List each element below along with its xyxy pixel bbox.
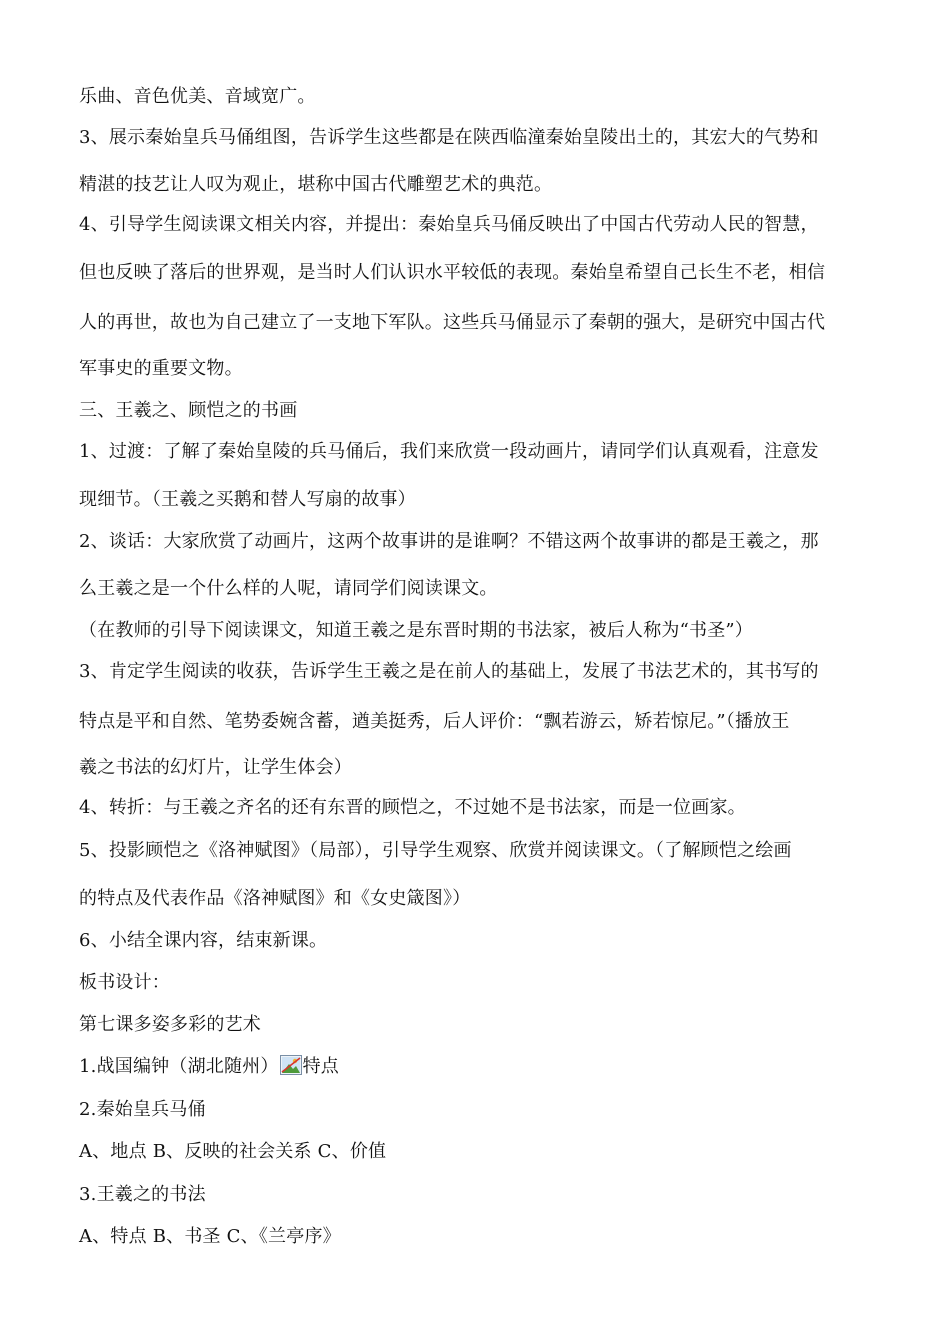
board-item-2-sub: A、地点 B、反映的社会关系 C、价值	[79, 1141, 387, 1162]
text-line: 3、肯定学生阅读的收获，告诉学生王羲之是在前人的基础上，发展了书法艺术的，其书写的	[79, 661, 819, 682]
board-item-1-label: 1.战国编钟（湖北随州）	[79, 1056, 279, 1077]
board-item-2: 2.秦始皇兵马俑	[79, 1099, 206, 1120]
text-line: 特点是平和自然、笔势委婉含蓄，遒美挺秀，后人评价：“飘若游云，矫若惊尼。”（播放王	[79, 711, 790, 732]
text-line: 么王羲之是一个什么样的人呢，请同学们阅读课文。	[79, 578, 498, 599]
text-line: 羲之书法的幻灯片，让学生体会）	[79, 757, 352, 778]
board-item-1	[79, 1055, 339, 1078]
board-item-3: 3.王羲之的书法	[79, 1184, 206, 1205]
text-line: 5、投影顾恺之《洛神赋图》（局部），引导学生观察、欣赏并阅读课文。（了解顾恺之绘画	[79, 840, 792, 861]
text-line: 3、展示秦始皇兵马俑组图，告诉学生这些都是在陕西临潼秦始皇陵出土的，其宏大的气势和	[79, 127, 819, 148]
broken-image-icon	[280, 1055, 302, 1075]
lesson-title: 第七课多姿多彩的艺术	[79, 1014, 261, 1035]
text-line: 6、小结全课内容，结束新课。	[79, 930, 328, 951]
text-line: 人的再世，故也为自己建立了一支地下军队。这些兵马俑显示了秦朝的强大，是研究中国古代	[79, 312, 826, 333]
text-line: 4、引导学生阅读课文相关内容，并提出：秦始皇兵马俑反映出了中国古代劳动人民的智慧，	[79, 214, 819, 235]
text-line: 2、谈话：大家欣赏了动画片，这两个故事讲的是谁啊？不错这两个故事讲的都是王羲之，那	[79, 531, 819, 552]
text-line: 乐曲、音色优美、音域宽广。	[79, 86, 316, 107]
text-line: 但也反映了落后的世界观，是当时人们认识水平较低的表现。秦始皇希望自己长生不老，相信	[79, 262, 826, 283]
text-line: （在教师的引导下阅读课文，知道王羲之是东晋时期的书法家，被后人称为“书圣”）	[79, 620, 754, 641]
section-heading: 三、王羲之、顾恺之的书画	[79, 400, 298, 421]
text-line: 4、转折：与王羲之齐名的还有东晋的顾恺之，不过她不是书法家，而是一位画家。	[79, 797, 746, 818]
board-item-3-sub: A、特点 B、书圣 C、《兰亭序》	[79, 1226, 341, 1247]
text-line: 精湛的技艺让人叹为观止，堪称中国古代雕塑艺术的典范。	[79, 174, 553, 195]
text-line: 的特点及代表作品《洛神赋图》和《女史箴图》）	[79, 888, 471, 909]
text-line: 军事史的重要文物。	[79, 358, 243, 379]
board-design-heading: 板书设计：	[79, 972, 170, 993]
text-line: 现细节。（王羲之买鹅和替人写扇的故事）	[79, 489, 416, 510]
board-item-1-suffix: 特点	[302, 1056, 339, 1077]
text-line: 1、过渡：了解了秦始皇陵的兵马俑后，我们来欣赏一段动画片，请同学们认真观看，注意发	[79, 441, 819, 462]
